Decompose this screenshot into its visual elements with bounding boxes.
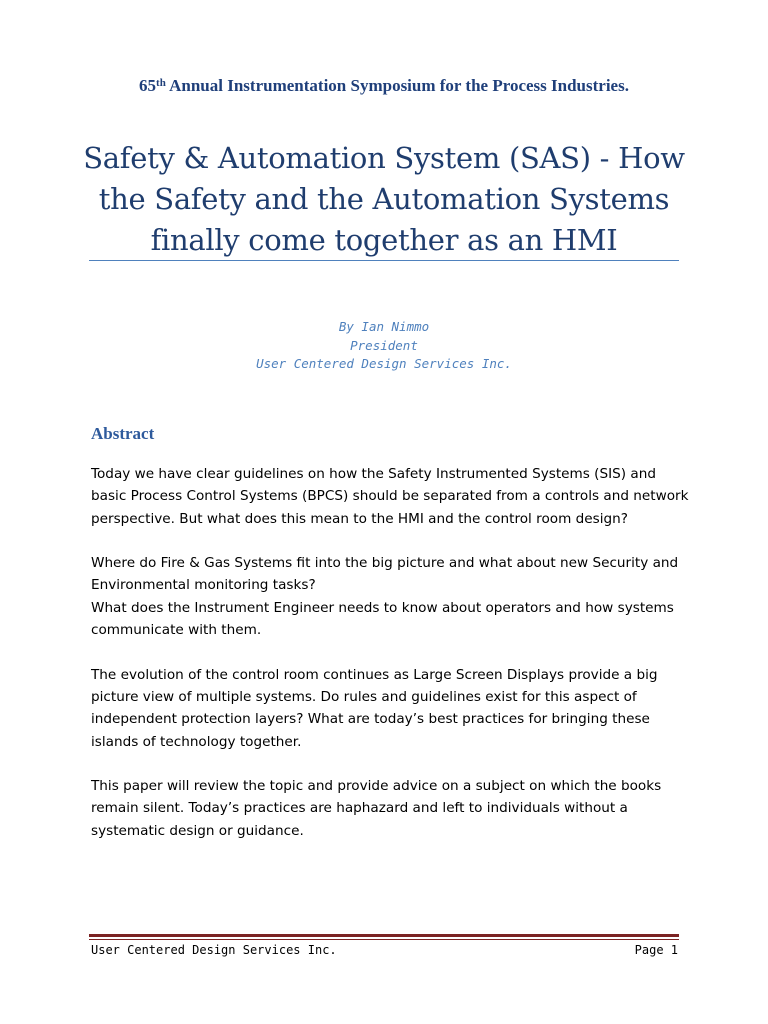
author-name: By Ian Nimmo xyxy=(338,319,430,334)
footer-divider-thin xyxy=(89,939,679,940)
conference-number: 65 xyxy=(139,76,157,95)
title-line-3: finally come together as an HMI xyxy=(150,223,618,257)
abstract-paragraph: Today we have clear guidelines on how the Safety Instrumented Systems (SIS) and basic Process Control Systems (BPCS) should be separated from a controls and network perspective. But what does this mean to the HMI and the control room design? xyxy=(91,466,689,527)
conference-ordinal: th xyxy=(156,77,166,89)
abstract-heading: Abstract xyxy=(91,424,155,443)
abstract-paragraph: Where do Fire & Gas Systems fit into the big picture and what about new Security and Environmental monitoring tasks? xyxy=(91,555,679,594)
byline xyxy=(0,318,768,374)
conference-header xyxy=(0,76,768,96)
author-organization: User Centered Design Services Inc. xyxy=(256,356,512,371)
abstract-body xyxy=(91,463,691,864)
conference-name: Annual Instrumentation Symposium for the Process Industries. xyxy=(165,76,629,95)
abstract-paragraph: The evolution of the control room continues as Large Screen Displays provide a big picture view of multiple systems. Do rules and guidelines exist for this aspect of independent protection layers? What are today’s best practices for bringing these islands of technology together. xyxy=(91,666,658,750)
author-role: President xyxy=(350,337,418,353)
title-line-2: the Safety and the Automation Systems xyxy=(98,182,670,216)
footer-divider-thick xyxy=(89,934,679,937)
title-divider xyxy=(89,260,679,261)
title-line-1: Safety & Automation System (SAS) - How xyxy=(83,141,685,175)
abstract-paragraph: This paper will review the topic and provide advice on a subject on which the books remain silent. Today’s practices are haphazard and left to individuals without a systematic design or guidance. xyxy=(91,778,662,839)
footer-company: User Centered Design Services Inc. xyxy=(91,943,337,957)
footer-page-number: Page 1 xyxy=(634,943,678,957)
abstract-paragraph: What does the Instrument Engineer needs to know about operators and how systems communicate with them. xyxy=(91,599,674,639)
paper-title xyxy=(70,138,698,261)
